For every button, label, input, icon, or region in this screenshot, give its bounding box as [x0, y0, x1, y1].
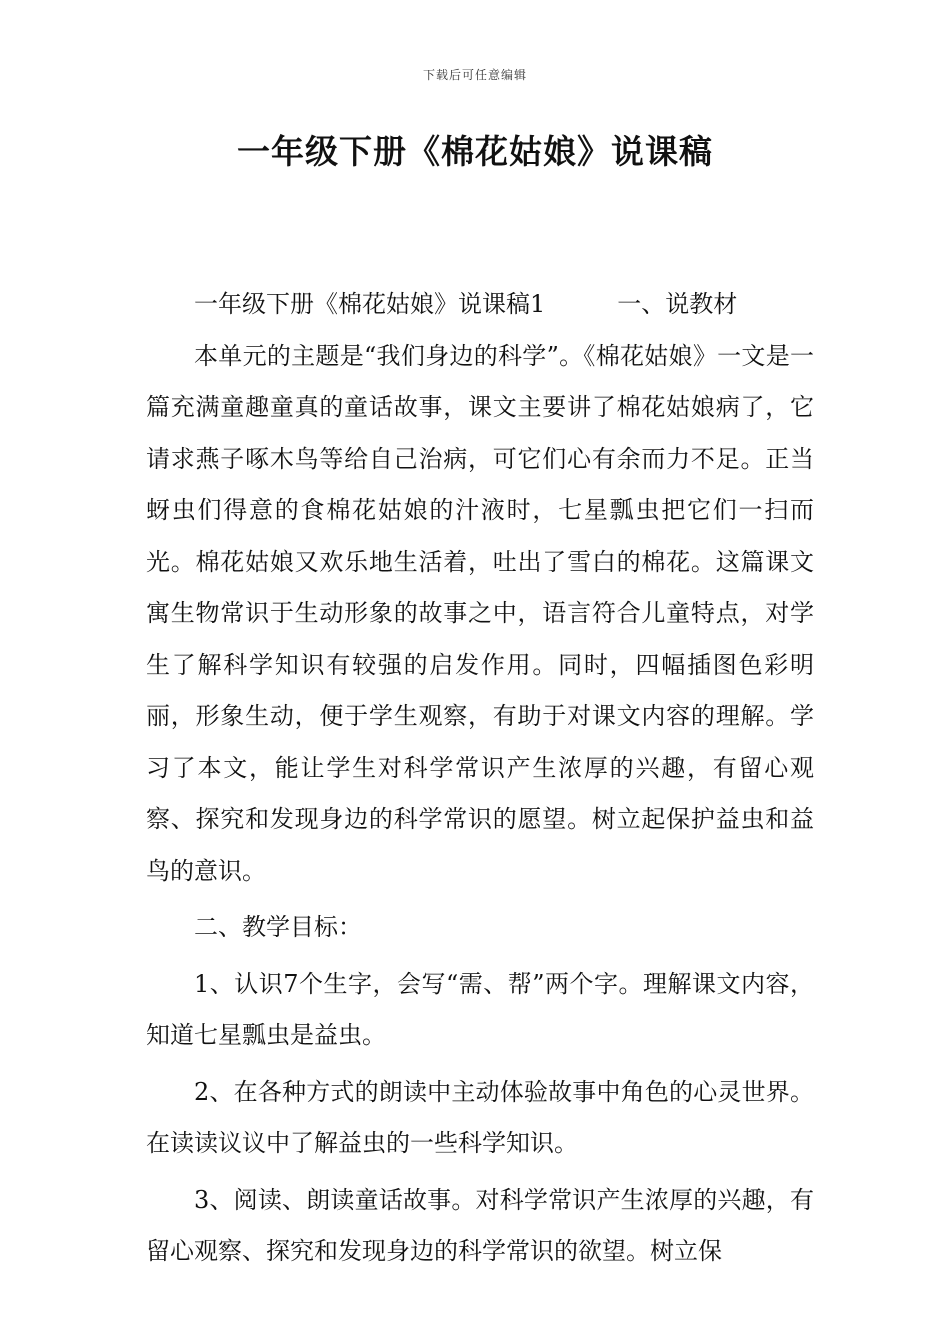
section-heading-textbook: 一、说教材 [617, 290, 738, 318]
paragraph-objective-3: 3、阅读、朗读童话故事。对科学常识产生浓厚的兴趣，有留心观察、探究和发现身边的科学常识的欲望。树立保 [146, 1185, 814, 1265]
page-header-note: 下载后可任意编辑 [422, 68, 527, 82]
subtitle-line [146, 279, 814, 331]
paragraph-objective-2: 2、在各种方式的朗读中主动体验故事中角色的心灵世界。在读读议议中了解益虫的一些科学知识。 [146, 1077, 814, 1157]
paragraph-objective-1: 1、认识7个生字，会写“需、帮”两个字。理解课文内容，知道七星瓢虫是益虫。 [146, 969, 814, 1049]
document-title: 一年级下册《棉花姑娘》说课稿 [237, 132, 713, 171]
section-heading-objectives: 二、教学目标： [194, 913, 362, 941]
subtitle-text: 一年级下册《棉花姑娘》说课稿1 [194, 290, 546, 318]
document-body [146, 279, 814, 1278]
paragraph-textbook-description: 本单元的主题是“我们身边的科学”。《棉花姑娘》一文是一篇充满童趣童真的童话故事，课文主要讲了棉花姑娘病了，它请求燕子啄木鸟等给自己治病，可它们心有余而力不足。正当蚜虫们得意的食棉花姑娘的汁液时，七星瓢虫把它们一扫而光。棉花姑娘又欢乐地生活着，吐出了雪白的棉花。这篇课文寓生物常识于生动形象的故事之中，语言符合儿童特点，对学生了解科学知识有较强的启发作用。同时，四幅插图色彩明丽，形象生动，便于学生观察，有助于对课文内容的理解。学习了本文，能让学生对科学常识产生浓厚的兴趣，有留心观察、探究和发现身边的科学常识的愿望。树立起保护益虫和益鸟的意识。 [146, 341, 814, 885]
